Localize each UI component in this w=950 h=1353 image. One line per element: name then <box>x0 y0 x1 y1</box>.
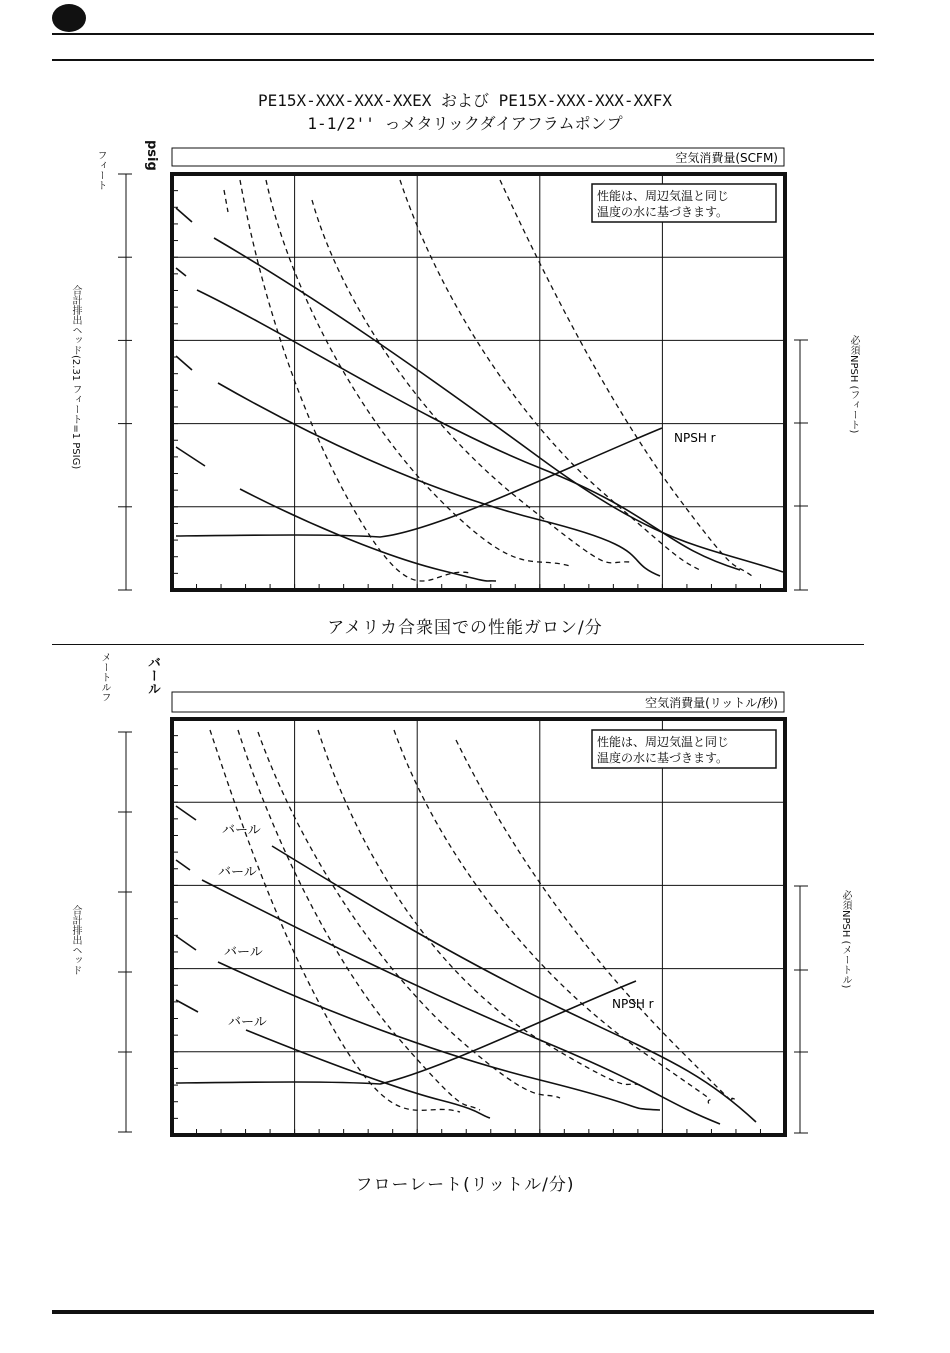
bottom-npsh-label: NPSH r <box>612 997 654 1011</box>
bottom-curves <box>176 730 756 1124</box>
top-note-line1: 性能は、周辺気温と同じ <box>597 189 730 203</box>
top-left-unit: フィート <box>95 150 106 190</box>
bottom-y-axis-label: 合計排出ヘッド <box>70 905 81 975</box>
top-curves <box>176 180 783 581</box>
chart-title-line1: PE15X-XXX-XXX-XXEX および PE15X-XXX-XXX-XXFX <box>257 91 673 110</box>
top-plot-frame <box>172 174 785 590</box>
bottom-plot-frame <box>172 719 785 1135</box>
bottom-head-curve <box>218 962 660 1110</box>
bottom-head-curve-seg <box>176 1000 198 1012</box>
bottom-air-label: 空気消費量(リットル/秒) <box>645 696 778 710</box>
bottom-grid <box>118 719 808 1135</box>
top-head-curve-seg <box>176 268 186 276</box>
bottom-note-line1: 性能は、周辺気温と同じ <box>597 735 730 749</box>
top-pressure-unit: psig <box>144 140 159 171</box>
bottom-curve-label-1: バール <box>222 823 261 838</box>
top-air-curve <box>266 180 570 566</box>
chart-title-line2: 1-1/2'' っメタリックダイアフラムポンプ <box>307 114 623 133</box>
bottom-curve-label-3: バール <box>224 945 263 960</box>
top-npsh-label: NPSH r <box>674 431 716 445</box>
bottom-head-curve-seg <box>176 860 190 870</box>
top-chart <box>118 148 808 590</box>
top-y-right-label: 必須NPSH (フィート) <box>848 335 859 434</box>
bottom-left-unit: メートルフ <box>99 652 110 702</box>
bottom-chart <box>118 692 808 1135</box>
bottom-curve-label-4: バール <box>228 1015 267 1030</box>
top-note-line2: 温度の水に基づきます。 <box>597 205 729 219</box>
bottom-head-curve <box>246 1030 490 1118</box>
top-air-curve <box>400 180 700 570</box>
bottom-air-curve <box>238 730 480 1110</box>
bottom-npsh-curve <box>176 981 636 1084</box>
top-air-label: 空気消費量(SCFM) <box>675 151 778 165</box>
top-head-curve-seg <box>176 356 192 370</box>
top-air-curve <box>240 180 470 581</box>
top-air-curve <box>224 190 228 212</box>
bottom-curve-label-2: バール <box>218 865 257 880</box>
top-npsh-curve <box>176 428 662 537</box>
top-head-curve-seg <box>176 447 205 466</box>
bottom-head-curve-seg <box>176 806 196 820</box>
bottom-y-right-label: 必須NPSH (メートル) <box>840 890 851 989</box>
top-y-axis-label: 合計排出ヘッド(2.31 フィート=1 PSIG) <box>70 285 81 470</box>
top-head-curve <box>218 383 660 576</box>
bottom-head-curve-seg <box>176 936 196 950</box>
bottom-note-line2: 温度の水に基づきます。 <box>597 751 729 765</box>
bottom-x-axis-label: フローレート(リットル/分) <box>355 1175 575 1195</box>
top-grid <box>118 174 808 590</box>
bottom-air-curve <box>210 730 460 1112</box>
top-air-curve <box>312 200 630 563</box>
bottom-pressure-unit: バール <box>145 656 160 695</box>
top-head-curve-seg <box>176 208 192 222</box>
top-head-curve <box>214 238 783 572</box>
bottom-air-curve <box>456 740 736 1101</box>
top-air-curve <box>500 180 752 576</box>
top-x-axis-label: アメリカ合衆国での性能ガロン/分 <box>327 618 603 638</box>
bottom-air-curve <box>258 732 560 1098</box>
